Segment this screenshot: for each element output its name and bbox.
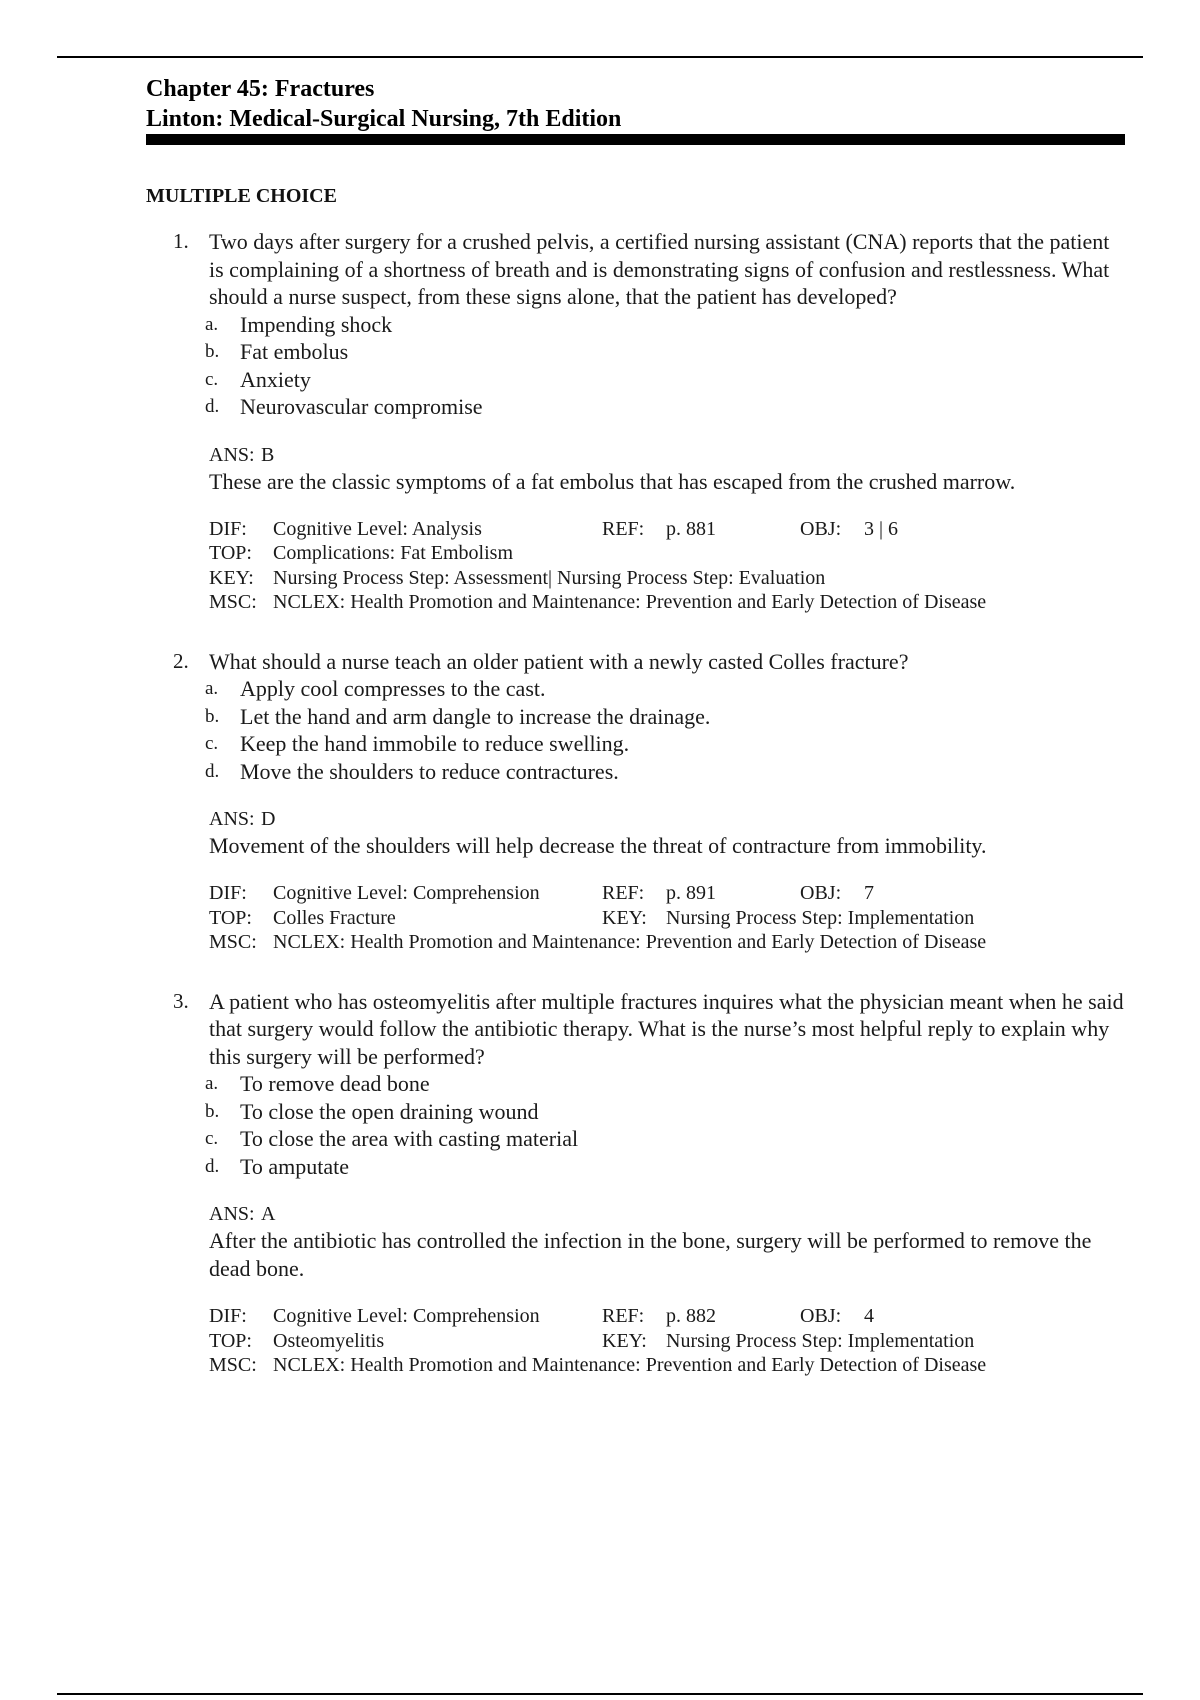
option-c [205, 730, 1126, 758]
book-title: Linton: Medical-Surgical Nursing, 7th Edition [146, 106, 622, 132]
answer-line [209, 1201, 1126, 1227]
question-2 [146, 648, 1126, 955]
question-number: 1. [173, 229, 189, 253]
chapter-title: Chapter 45: Fractures [146, 76, 375, 102]
obj-label: OBJ: [800, 517, 842, 540]
answer-line [209, 442, 1126, 468]
option-text: Anxiety [240, 366, 311, 392]
answer-value: B [261, 443, 275, 466]
option-b [205, 1098, 1126, 1126]
msc-label: MSC: [209, 931, 257, 953]
obj-label: OBJ: [800, 1305, 842, 1327]
ref-label: REF: [602, 517, 645, 540]
msc-value: NCLEX: Health Promotion and Maintenance: Prevention and Early Detection of Disease [273, 591, 987, 613]
ref-value: p. 882 [666, 1305, 716, 1327]
question-metadata [209, 517, 1126, 615]
answer-label: ANS: [209, 443, 255, 466]
option-b [205, 703, 1126, 731]
option-d [205, 1153, 1126, 1181]
option-text: To close the open draining wound [240, 1098, 539, 1124]
option-d [205, 758, 1126, 786]
rationale: After the antibiotic has controlled the infection in the bone, surgery will be performed to remove the dead bone. [209, 1228, 1092, 1281]
document-page [146, 74, 1126, 1411]
option-list [205, 1070, 1126, 1180]
key-label: KEY: [209, 566, 254, 589]
msc-label: MSC: [209, 1354, 257, 1376]
meta-row-3 [209, 566, 1126, 591]
option-c [205, 1125, 1126, 1153]
option-text: To close the area with casting material [240, 1126, 579, 1151]
dif-value: Cognitive Level: Comprehension [273, 882, 540, 904]
obj-label: OBJ: [800, 882, 842, 904]
option-letter: c. [205, 733, 219, 754]
answer-value: D [261, 808, 276, 830]
bottom-rule [57, 1693, 1143, 1695]
option-letter: c. [205, 368, 219, 390]
question-text: Two days after surgery for a crushed pelvis, a certified nursing assistant (CNA) reports that the patient is complaining of a shortness of breath and is demonstrating signs of confusion and restlessness. What should a nurse suspect, from these signs alone, that the patient has developed? [209, 229, 1110, 309]
section-heading: MULTIPLE CHOICE [146, 185, 337, 207]
option-letter: a. [205, 1073, 219, 1094]
meta-row-1 [209, 881, 1126, 906]
obj-value: 7 [864, 882, 874, 904]
top-label: TOP: [209, 1329, 252, 1352]
meta-row-2 [209, 541, 1126, 566]
option-letter: b. [205, 341, 220, 362]
answer-label: ANS: [209, 1203, 255, 1225]
answer-label: ANS: [209, 808, 255, 830]
dif-label: DIF: [209, 882, 247, 904]
option-text: Let the hand and arm dangle to increase the drainage. [240, 703, 711, 729]
option-list [205, 675, 1126, 785]
option-letter: d. [205, 1155, 220, 1177]
top-value: Complications: Fat Embolism [273, 542, 513, 564]
key-value: Nursing Process Step: Assessment| Nursing Process Step: Evaluation [273, 566, 826, 589]
msc-value: NCLEX: Health Promotion and Maintenance: Prevention and Early Detection of Disease [273, 931, 987, 953]
dif-label: DIF: [209, 517, 247, 540]
option-letter: c. [205, 1128, 219, 1149]
ref-value: p. 881 [666, 517, 716, 540]
question-number: 2. [173, 648, 189, 673]
option-text: Impending shock [240, 311, 393, 337]
title-underline-bar [146, 134, 1125, 145]
option-letter: a. [205, 678, 219, 699]
option-b [205, 338, 1126, 366]
meta-row-1 [209, 517, 1126, 542]
option-a [205, 311, 1126, 339]
meta-row-2 [209, 1329, 1126, 1354]
dif-value: Cognitive Level: Comprehension [273, 1305, 540, 1327]
top-rule [57, 56, 1143, 58]
question-metadata [209, 1304, 1126, 1378]
option-c [205, 366, 1126, 394]
key-label: KEY: [602, 906, 647, 929]
ref-value: p. 891 [666, 882, 716, 904]
option-text: Keep the hand immobile to reduce swelling. [240, 731, 630, 756]
question-list [146, 228, 1126, 1378]
dif-value: Cognitive Level: Analysis [273, 517, 482, 540]
rationale: Movement of the shoulders will help decrease the threat of contracture from immobility. [209, 833, 987, 858]
key-label: KEY: [602, 1329, 647, 1352]
top-value: Osteomyelitis [273, 1329, 385, 1352]
meta-row-3 [209, 1353, 1126, 1378]
dif-label: DIF: [209, 1305, 247, 1327]
option-letter: b. [205, 1100, 220, 1122]
obj-value: 3 | 6 [864, 517, 899, 540]
option-letter: a. [205, 313, 219, 335]
question-text: A patient who has osteomyelitis after multiple fractures inquires what the physician meant when he said that surgery would follow the antibiotic therapy. What is the nurse’s most helpful reply to explain why this surgery will be performed? [209, 988, 1124, 1069]
answer-value: A [261, 1203, 276, 1225]
meta-row-1 [209, 1304, 1126, 1329]
option-text: Fat embolus [240, 339, 349, 364]
obj-value: 4 [864, 1305, 874, 1327]
question-1 [146, 228, 1126, 615]
option-letter: d. [205, 760, 220, 782]
ref-label: REF: [602, 1305, 645, 1327]
top-label: TOP: [209, 906, 252, 929]
option-text: Neurovascular compromise [240, 394, 483, 419]
option-letter: b. [205, 705, 220, 727]
option-list [205, 311, 1126, 421]
question-text: What should a nurse teach an older patient with a newly casted Colles fracture? [209, 648, 909, 674]
option-a [205, 1070, 1126, 1098]
rationale: These are the classic symptoms of a fat embolus that has escaped from the crushed marrow. [209, 468, 1016, 494]
option-text: Move the shoulders to reduce contractures. [240, 758, 619, 784]
meta-row-3 [209, 930, 1126, 955]
meta-row-2 [209, 906, 1126, 931]
msc-value: NCLEX: Health Promotion and Maintenance: Prevention and Early Detection of Disease [273, 1354, 987, 1376]
option-letter: d. [205, 396, 220, 417]
ref-label: REF: [602, 882, 645, 904]
option-text: To remove dead bone [240, 1071, 430, 1096]
question-3 [146, 988, 1126, 1378]
option-text: Apply cool compresses to the cast. [240, 676, 546, 701]
key-value: Nursing Process Step: Implementation [666, 906, 975, 929]
answer-line [209, 806, 1126, 832]
option-a [205, 675, 1126, 703]
top-label: TOP: [209, 542, 252, 564]
option-d [205, 393, 1126, 421]
msc-label: MSC: [209, 591, 257, 613]
key-value: Nursing Process Step: Implementation [666, 1329, 975, 1352]
question-number: 3. [173, 988, 189, 1013]
top-value: Colles Fracture [273, 906, 396, 929]
meta-row-4 [209, 590, 1126, 615]
question-metadata [209, 881, 1126, 955]
option-text: To amputate [240, 1153, 350, 1179]
